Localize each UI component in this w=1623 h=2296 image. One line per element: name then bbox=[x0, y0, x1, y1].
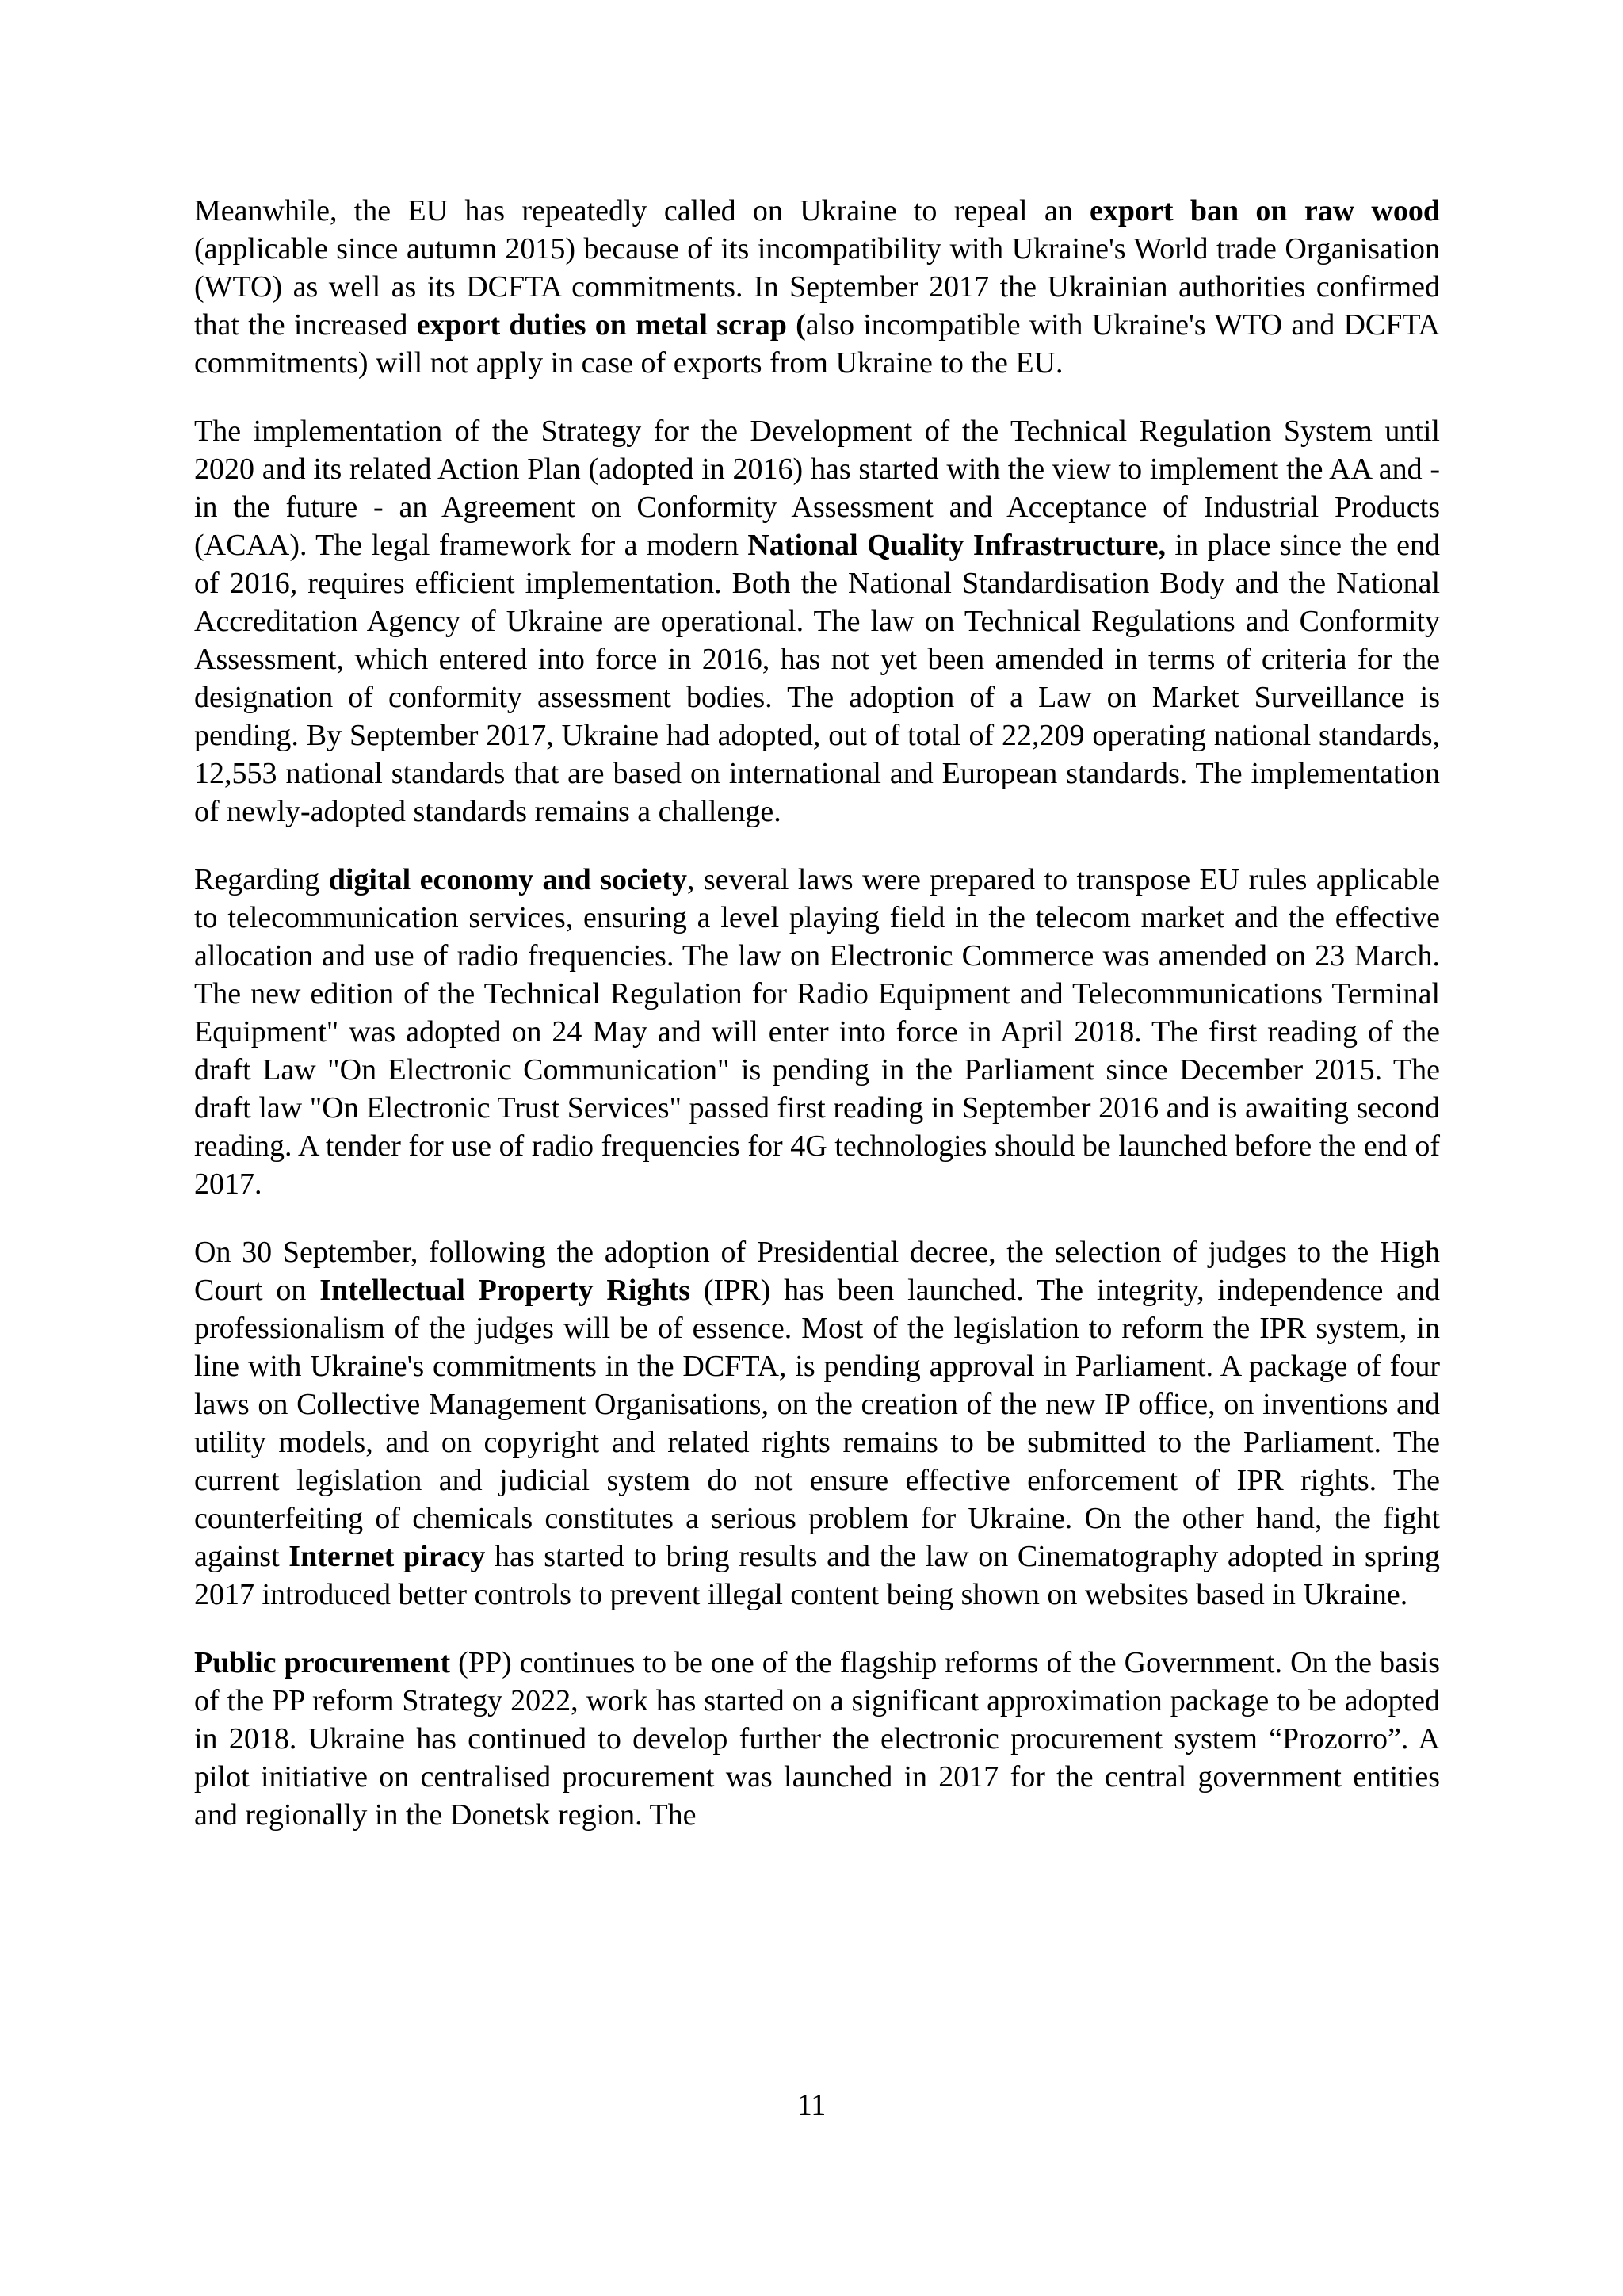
page-number: 11 bbox=[796, 2088, 827, 2122]
text-run: also incompatible with Ukraine's WTO and DCFTA commitments) will not apply in case of exports from Ukraine to the EU. bbox=[194, 308, 1440, 380]
paragraph-intellectual-property bbox=[194, 1233, 1440, 1614]
paragraph-digital-economy bbox=[194, 861, 1440, 1203]
bold-term-digital-economy-society: digital economy and society bbox=[328, 863, 687, 896]
bold-term-internet-piracy: Internet piracy bbox=[288, 1540, 486, 1573]
text-run: , several laws were prepared to transpose EU rules applicable to telecommunication services, ensuring a level playing field in the telecom market and the effective allocation and use of radio frequencies. The law on Electronic Commerce was amended on 23 March. The new edition of the Technical Regulation for Radio Equipment and Telecommunications Terminal Equipment" was adopted on 24 May and will enter into force in April 2018. The first reading of the draft Law "On Electronic Communication" is pending in the Parliament since December 2015. The draft law "On Electronic Trust Services" passed first reading in September 2016 and is awaiting second reading. A tender for use of radio frequencies for 4G technologies should be launched before the end of 2017. bbox=[194, 863, 1440, 1201]
document-body bbox=[194, 192, 1440, 1834]
text-run: Regarding bbox=[194, 863, 329, 896]
text-run: has started to bring results and the law on Cinematography adopted in spring 2017 introduced better controls to prevent illegal content being shown on websites based in Ukraine. bbox=[194, 1540, 1441, 1611]
bold-term-public-procurement: Public procurement bbox=[194, 1646, 451, 1679]
text-run: (IPR) has been launched. The integrity, independence and professionalism of the judges will be of essence. Most of the legislation to reform the IPR system, in line with Ukraine's commitments in the DCFTA, is pending approval in Parliament. A package of four laws on Collective Management Organisations, on the creation of the new IP office, on inventions and utility models, and on copyright and related rights remains to be submitted to the Parliament. The current legislation and judicial system do not ensure effective enforcement of IPR rights. The counterfeiting of chemicals constitutes a serious problem for Ukraine. On the other hand, the fight against bbox=[194, 1274, 1441, 1573]
text-run: Meanwhile, the EU has repeatedly called on Ukraine to repeal an bbox=[194, 194, 1090, 227]
paragraph-public-procurement bbox=[194, 1644, 1440, 1834]
bold-term-national-quality-infrastructure: National Quality Infrastructure, bbox=[747, 529, 1166, 562]
text-run: in place since the end of 2016, requires efficient implementation. Both the National Standardisation Body and the National Accreditation Agency of Ukraine are operational. The law on Technical Regulations and Conformity Assessment, which entered into force in 2016, has not yet been amended in terms of criteria for the designation of conformity assessment bodies. The adoption of a Law on Market Surveillance is pending. By September 2017, Ukraine had adopted, out of total of 22,209 operating national standards, 12,553 national standards that are based on international and European standards. The implementation of newly-adopted standards remains a challenge. bbox=[194, 529, 1440, 828]
text-run: The implementation of the Strategy for the Development of the Technical Regulation System until 2020 and its related Action Plan (adopted in 2016) has started with the view to implement the AA and - in the future - an Agreement on Conformity Assessment and Acceptance of Industrial Products (ACAA). The legal framework for a modern bbox=[194, 415, 1440, 562]
text-run: (applicable since autumn 2015) because of its incompatibility with Ukraine's World trade Organisation (WTO) as well as its DCFTA commitments. In September 2017 the Ukrainian authorities confirmed that the increased bbox=[194, 232, 1440, 342]
text-run: (PP) continues to be one of the flagship reforms of the Government. On the basis of the PP reform Strategy 2022, work has started on a significant approximation package to be adopted in 2018. Ukraine has continued to develop further the electronic procurement system “Prozorro”. A pilot initiative on centralised procurement was launched in 2017 for the central government entities and regionally in the Donetsk region. The bbox=[194, 1646, 1440, 1832]
text-run: On 30 September, following the adoption of Presidential decree, the selection of judges to the High Court on bbox=[194, 1236, 1440, 1307]
bold-term-intellectual-property-rights: Intellectual Property Rights bbox=[319, 1274, 690, 1307]
paragraph-export-bans bbox=[194, 192, 1440, 382]
bold-term-export-duties-metal-scrap: export duties on metal scrap ( bbox=[416, 308, 806, 342]
paragraph-technical-regulation bbox=[194, 412, 1440, 831]
bold-term-export-ban-raw-wood: export ban on raw wood bbox=[1090, 194, 1441, 227]
